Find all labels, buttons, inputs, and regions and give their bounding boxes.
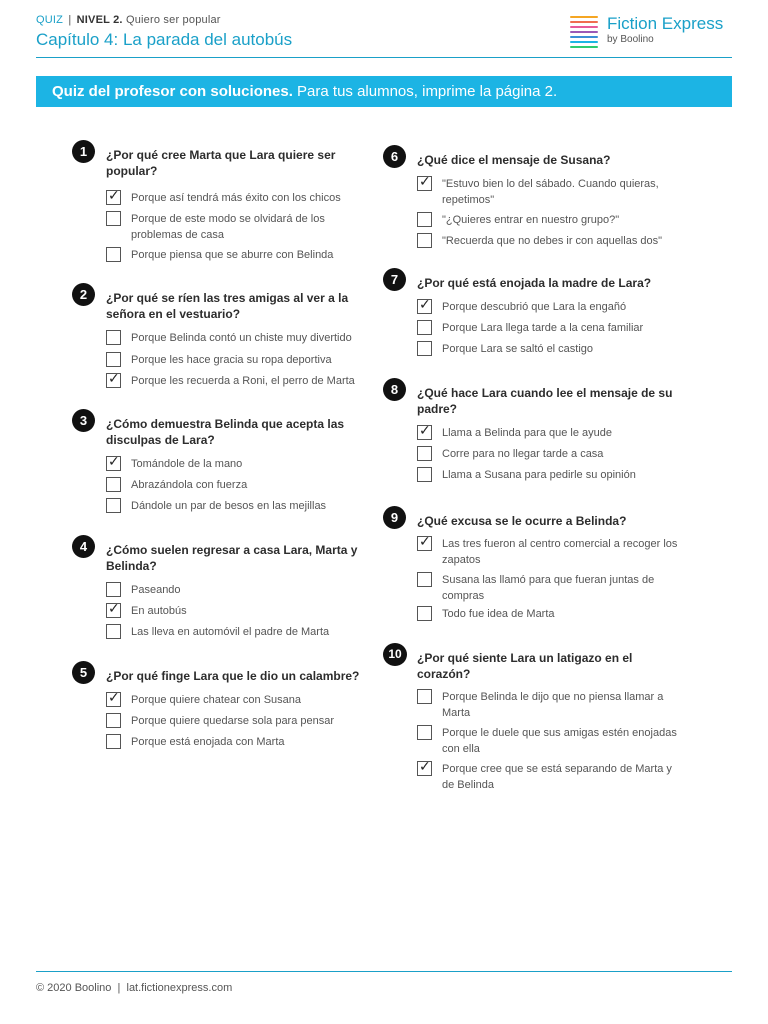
question-number: 8 — [383, 378, 406, 401]
checkbox-checked[interactable] — [106, 600, 121, 618]
checkbox[interactable] — [417, 320, 432, 335]
answer-text: Porque Belinda le dijo que no piensa llamar a Marta — [442, 691, 664, 719]
breadcrumb: QUIZ | NIVEL 2. Quiero ser popular — [36, 14, 221, 26]
check-icon: ✓ — [419, 422, 431, 438]
question-text: ¿Qué dice el mensaje de Susana? — [417, 153, 611, 167]
answer-text: Porque está enojada con Marta — [131, 736, 285, 748]
checkbox[interactable] — [417, 446, 432, 461]
checkbox[interactable] — [417, 725, 432, 740]
level-label: NIVEL 2. — [76, 14, 123, 26]
check-icon: ✓ — [108, 453, 120, 469]
question-number: 9 — [383, 506, 406, 529]
question-number: 6 — [383, 145, 406, 168]
logo-stripes-icon — [570, 16, 598, 48]
logo-name: Fiction Express — [607, 14, 724, 33]
checkbox[interactable] — [417, 572, 432, 587]
answer-text: Porque Lara llega tarde a la cena familiar — [442, 322, 644, 334]
question-text: ¿Por qué siente Lara un latigazo en el corazón? — [417, 651, 633, 681]
question-text: ¿Por qué cree Marta que Lara quiere ser popular? — [106, 148, 336, 178]
check-icon: ✓ — [419, 758, 431, 774]
answer-text: Porque quiere chatear con Susana — [131, 694, 302, 706]
checkbox-checked[interactable] — [417, 422, 432, 440]
checkbox[interactable] — [417, 341, 432, 356]
check-icon: ✓ — [108, 370, 120, 386]
checkbox[interactable] — [417, 233, 432, 248]
checkbox[interactable] — [106, 330, 121, 345]
answer-text: Dándole un par de besos en las mejillas — [131, 500, 327, 512]
answer-text: Porque les hace gracia su ropa deportiva — [131, 354, 332, 366]
question-text: ¿Qué hace Lara cuando lee el mensaje de su padre? — [417, 386, 673, 416]
checkbox-checked[interactable] — [417, 758, 432, 776]
answer-text: Porque de este modo se olvidará de los problemas de casa — [131, 213, 325, 241]
checkbox-checked[interactable] — [106, 187, 121, 205]
check-icon: ✓ — [108, 600, 120, 616]
answer-text: Porque piensa que se aburre con Belinda — [131, 249, 334, 261]
check-icon: ✓ — [108, 689, 120, 705]
instruction-banner — [36, 76, 732, 107]
question-number: 10 — [383, 643, 407, 666]
question-text: ¿Cómo demuestra Belinda que acepta las disculpas de Lara? — [106, 417, 345, 447]
checkbox[interactable] — [106, 498, 121, 513]
banner-rest: Para tus alumnos, imprime la página 2. — [297, 83, 558, 100]
checkbox[interactable] — [106, 477, 121, 492]
checkbox[interactable] — [417, 467, 432, 482]
answer-text: "Recuerda que no debes ir con aquellas dos" — [442, 235, 663, 247]
answer-text: Porque Belinda contó un chiste muy divertido — [131, 332, 352, 344]
checkbox-checked[interactable] — [417, 533, 432, 551]
answer-text: Las lleva en automóvil el padre de Marta — [131, 626, 330, 638]
check-icon: ✓ — [419, 296, 431, 312]
footer-divider — [36, 971, 732, 972]
question-number: 1 — [72, 140, 95, 163]
header-divider — [36, 57, 732, 58]
answer-text: Corre para no llegar tarde a casa — [442, 448, 604, 460]
answer-text: Todo fue idea de Marta — [442, 608, 555, 620]
question-number: 4 — [72, 535, 95, 558]
answer-text: Abrazándola con fuerza — [131, 479, 248, 491]
checkbox[interactable] — [106, 713, 121, 728]
answer-text: Llama a Belinda para que le ayude — [442, 427, 613, 439]
checkbox[interactable] — [417, 606, 432, 621]
fiction-express-logo — [570, 14, 732, 52]
checkbox-checked[interactable] — [417, 296, 432, 314]
question-text: ¿Por qué se ríen las tres amigas al ver a la señora en el vestuario? — [106, 291, 349, 321]
checkbox[interactable] — [106, 734, 121, 749]
copyright: © 2020 Boolino — [36, 982, 112, 994]
answer-text: Porque Lara se saltó el castigo — [442, 343, 594, 355]
checkbox[interactable] — [106, 624, 121, 639]
answer-text: Las tres fueron al centro comercial a recoger los zapatos — [442, 538, 678, 566]
question-text: ¿Por qué finge Lara que le dio un calambre? — [106, 669, 360, 683]
answer-text: Tomándole de la mano — [131, 458, 243, 470]
checkbox[interactable] — [106, 247, 121, 262]
answer-text: Susana las llamó para que fueran juntas de compras — [442, 574, 655, 602]
answer-text: Porque le duele que sus amigas estén enojadas con ella — [442, 727, 677, 755]
check-icon: ✓ — [419, 173, 431, 189]
book-title: Quiero ser popular — [125, 14, 221, 26]
checkbox[interactable] — [106, 211, 121, 226]
chapter-title: Capítulo 4: La parada del autobús — [36, 30, 293, 49]
answer-text: Llama a Susana para pedirle su opinión — [442, 469, 636, 481]
answer-text: En autobús — [131, 605, 187, 617]
checkbox[interactable] — [417, 212, 432, 227]
checkbox-checked[interactable] — [106, 453, 121, 471]
question-number: 2 — [72, 283, 95, 306]
answer-text: Porque cree que se está separando de Marta y de Belinda — [442, 763, 672, 791]
checkbox[interactable] — [106, 352, 121, 367]
site-link[interactable]: lat.fictionexpress.com — [126, 982, 233, 994]
question-text: ¿Qué excusa se le ocurre a Belinda? — [417, 514, 627, 528]
checkbox[interactable] — [106, 582, 121, 597]
quiz-label: QUIZ — [36, 14, 64, 26]
question-text: ¿Por qué está enojada la madre de Lara? — [417, 276, 652, 290]
question-text: ¿Cómo suelen regresar a casa Lara, Marta y Belinda? — [106, 543, 358, 573]
page-footer: © 2020 Boolino | lat.fictionexpress.com — [36, 982, 233, 994]
answer-text: "Estuvo bien lo del sábado. Cuando quieras, repetimos" — [442, 178, 659, 206]
question-number: 7 — [383, 268, 406, 291]
page-header — [36, 14, 732, 60]
checkbox-checked[interactable] — [106, 370, 121, 388]
banner-bold: Quiz del profesor con soluciones. — [52, 83, 293, 100]
checkbox[interactable] — [417, 689, 432, 704]
answer-text: "¿Quieres entrar en nuestro grupo?" — [442, 214, 620, 226]
check-icon: ✓ — [108, 187, 120, 203]
answer-text: Porque quiere quedarse sola para pensar — [131, 715, 335, 727]
answer-text: Porque les recuerda a Roni, el perro de Marta — [131, 375, 355, 387]
answer-text: Porque descubrió que Lara la engañó — [442, 301, 627, 313]
logo-sub: by Boolino — [607, 34, 654, 45]
checkbox-checked[interactable] — [417, 173, 432, 191]
answer-text: Paseando — [131, 584, 181, 596]
question-number: 3 — [72, 409, 95, 432]
answer-text: Porque así tendrá más éxito con los chicos — [131, 192, 341, 204]
checkbox-checked[interactable] — [106, 689, 121, 707]
check-icon: ✓ — [419, 533, 431, 549]
question-number: 5 — [72, 661, 95, 684]
